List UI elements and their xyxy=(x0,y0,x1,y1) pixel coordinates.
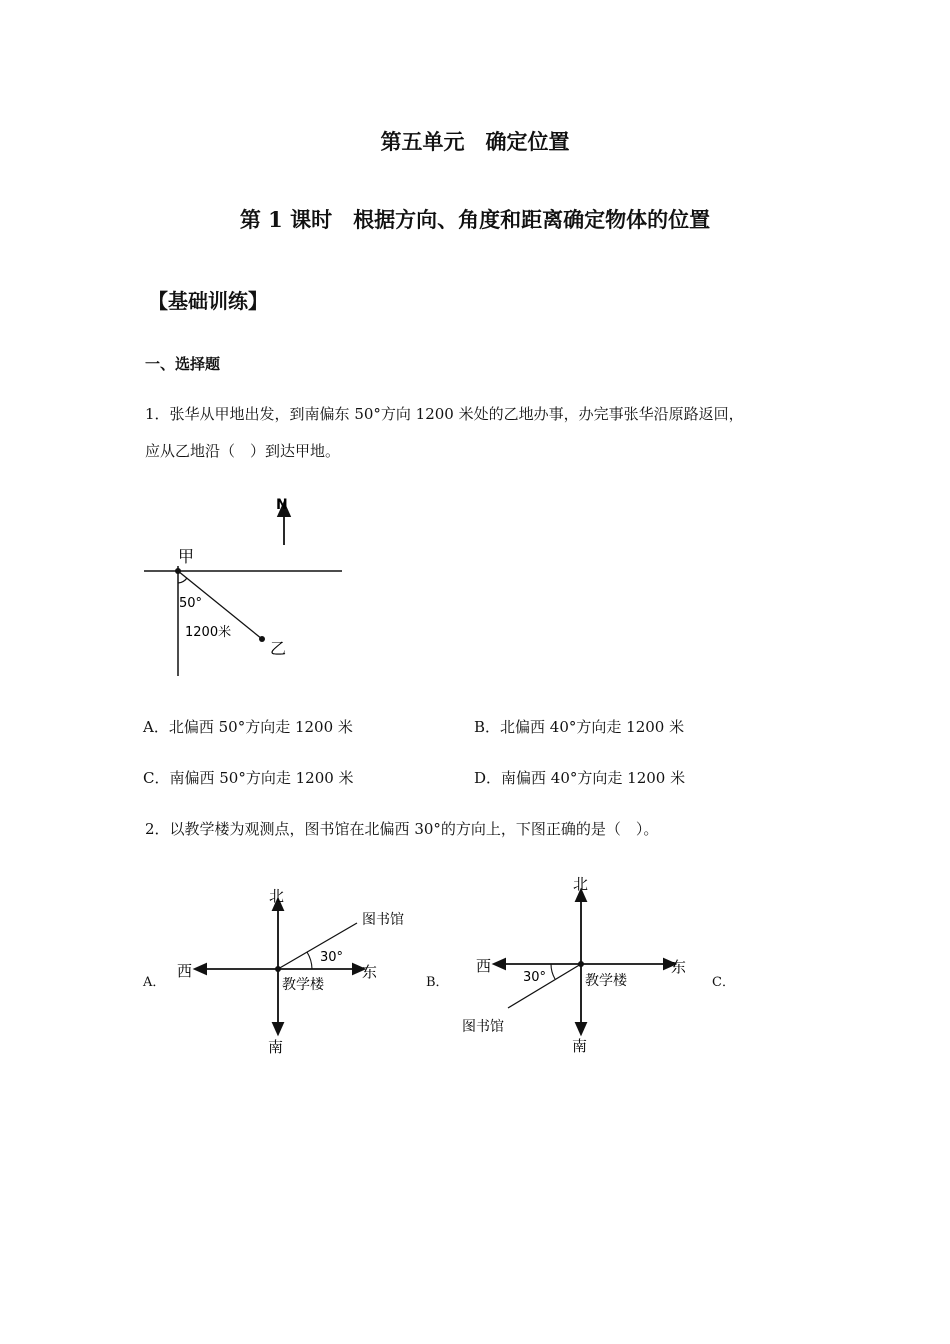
center-point xyxy=(275,966,281,972)
option-a: A．北偏西 50°方向走 1200 米 xyxy=(143,718,353,736)
diagram-b xyxy=(462,875,686,1055)
question-2-line-1: 2．以教学楼为观测点，图书馆在北偏西 30°的方向上，下图正确的是（ ）。 xyxy=(145,820,659,838)
option-c: C．南偏西 50°方向走 1200 米 xyxy=(143,769,354,787)
start-label: 甲 xyxy=(178,547,195,566)
west-label: 西 xyxy=(177,962,193,980)
west-label: 西 xyxy=(476,957,492,975)
q2-label-a: A． xyxy=(143,975,166,990)
center-point xyxy=(578,961,584,967)
angle-label: 30° xyxy=(320,950,344,965)
subsection-title: 一、选择题 xyxy=(145,355,221,373)
east-label: 东 xyxy=(671,958,687,976)
target-label: 图书馆 xyxy=(462,1019,504,1035)
north-label: 北 xyxy=(573,875,589,893)
question-1-line-2: 应从乙地沿（ ）到达甲地。 xyxy=(145,442,341,460)
point-jia xyxy=(175,568,181,574)
lesson-title: 第 1 课时 根据方向、角度和距离确定物体的位置 xyxy=(239,207,711,232)
option-d: D．南偏西 40°方向走 1200 米 xyxy=(474,769,686,787)
unit-title: 第五单元 确定位置 xyxy=(380,129,570,154)
north-label: N xyxy=(276,497,288,513)
diagram-a xyxy=(177,887,404,1056)
center-label: 教学楼 xyxy=(585,973,627,989)
q2-label-b: B． xyxy=(426,975,449,990)
end-label: 乙 xyxy=(270,639,287,658)
q2-label-c: C． xyxy=(712,975,735,990)
angle-arc xyxy=(307,952,312,969)
library-line xyxy=(278,923,357,969)
angle-arc xyxy=(178,578,187,583)
distance-label: 1200米 xyxy=(185,625,232,640)
angle-label: 30° xyxy=(523,970,547,985)
angle-arc xyxy=(551,964,555,979)
north-label: 北 xyxy=(269,887,285,905)
center-label: 教学楼 xyxy=(282,977,324,993)
section-title: 【基础训练】 xyxy=(148,289,268,313)
target-label: 图书馆 xyxy=(362,912,404,928)
option-b: B．北偏西 40°方向走 1200 米 xyxy=(474,718,685,736)
angle-label: 50° xyxy=(179,596,203,611)
south-label: 南 xyxy=(268,1038,284,1056)
question-1-line-1: 1．张华从甲地出发，到南偏东 50°方向 1200 米处的乙地办事，办完事张华沿原路返回， xyxy=(145,405,744,423)
east-label: 东 xyxy=(362,963,378,981)
south-label: 南 xyxy=(572,1037,588,1055)
point-yi xyxy=(259,636,265,642)
